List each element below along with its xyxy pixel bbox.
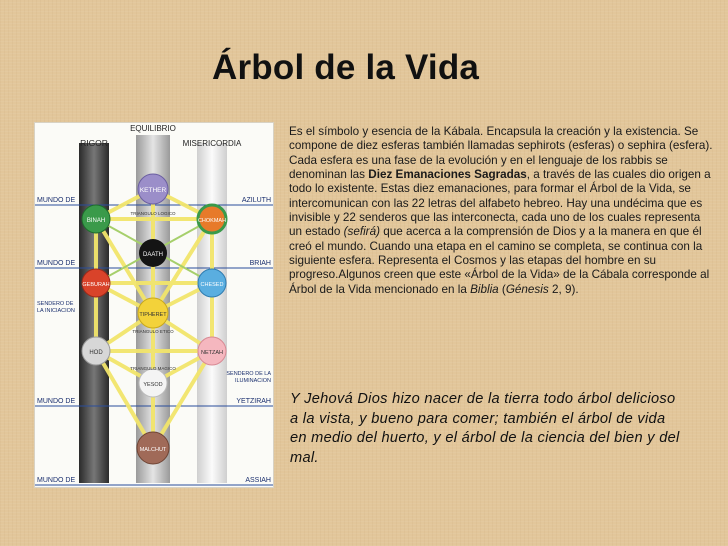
description-part-4: ( — [498, 282, 506, 296]
triangle-logico-label: TRIANGULO LOGICO — [130, 211, 176, 216]
column-equilibrio-label: EQUILIBRIO — [130, 124, 176, 133]
geburah-label: GEBURAH — [82, 282, 110, 288]
description-italic-biblia: Biblia — [470, 282, 499, 296]
hod-label: HOD — [89, 350, 103, 356]
description-italic-sefira: (sefirá) — [343, 225, 380, 239]
description-paragraph — [289, 125, 715, 297]
initiation-path-label-1: SENDERO DE — [37, 301, 74, 307]
illumination-path-label-2: ILUMINACION — [234, 378, 271, 384]
description-italic-genesis: Génesis — [505, 282, 549, 296]
malchut-label: MALCHUT — [139, 447, 167, 453]
chesed-label: CHESED — [200, 282, 224, 288]
world-3-right-label: YETZIRAH — [236, 398, 271, 405]
chokmah-label: CHOKMAH — [197, 218, 227, 224]
column-rigor-label: RIGOR — [80, 138, 108, 148]
yesod-label: YESOD — [143, 382, 163, 388]
netzah-label: NETZAH — [201, 350, 223, 356]
triangle-etico-label: TRIANGULO ETICO — [132, 329, 174, 334]
initiation-path-label-2: LA INICIACION — [37, 308, 75, 314]
tree-of-life-svg — [35, 123, 273, 487]
world-2-left-label: MUNDO DE — [37, 260, 76, 267]
description-bold-term: Diez Emanaciones Sagradas — [368, 168, 527, 182]
slide-title: Árbol de la Vida — [212, 48, 480, 87]
description-part-3: que acerca a la comprensión de Dios y a la manera en que él creó el mundo. Cuando una etapa en el camino se completa, se continua con la siguiente esfera. Representa el Cosmos y las etapas del hombre en su progreso.Algunos creen que este «Árbol de la Vida» de la Cábala corresponde al Árbol de la Vida mencionado en la — [289, 225, 710, 296]
world-3-left-label: MUNDO DE — [37, 398, 76, 405]
world-1-left-label: MUNDO DE — [37, 197, 76, 204]
illumination-path-label-1: SENDERO DE LA — [226, 371, 271, 377]
triangle-magico-label: TRIANGULO MAGICO — [130, 366, 176, 371]
tiphereth-label: TIPHERET — [139, 312, 167, 318]
description-part-1: Es el símbolo y esencia de la Kábala. Encapsula la creación y la existencia. Se compone de diez esferas también llamadas sephirots (esferas) o sephira (esfera). Cada esfera es una fase de la evolución y en el lenguaje de los rabbis se denominan las — [289, 125, 713, 182]
daath-label: DAATH — [143, 252, 163, 258]
binah-label: BINAH — [86, 218, 106, 224]
description-part-5: 2, 9). — [548, 282, 579, 296]
world-1-right-label: AZILUTH — [241, 197, 271, 204]
column-misericordia-label: MISERICORDIA — [182, 139, 242, 148]
world-4-right-label: ASSIAH — [245, 477, 271, 484]
world-2-right-label: BRIAH — [249, 260, 271, 267]
world-4-left-label: MUNDO DE — [37, 477, 76, 484]
tree-of-life-diagram — [34, 122, 274, 488]
description-part-2: , a través de las cuales dio origen a todo lo existente. Estas diez emanaciones, para formar el Árbol de la Vida, se intercomunican con las 22 letras del alfabeto hebreo. Hay una undécima que es invisible y 22 senderos que las interconecta, cada uno de los cuales representa un estado — [289, 168, 711, 239]
genesis-quote: Y Jehová Dios hizo nacer de la tierra todo árbol delicioso a la vista, y bueno para comer; también el árbol de vida en medio del huerto, y el árbol de la ciencia del bien y del mal. — [290, 391, 680, 466]
kether-label: KETHER — [139, 187, 167, 194]
